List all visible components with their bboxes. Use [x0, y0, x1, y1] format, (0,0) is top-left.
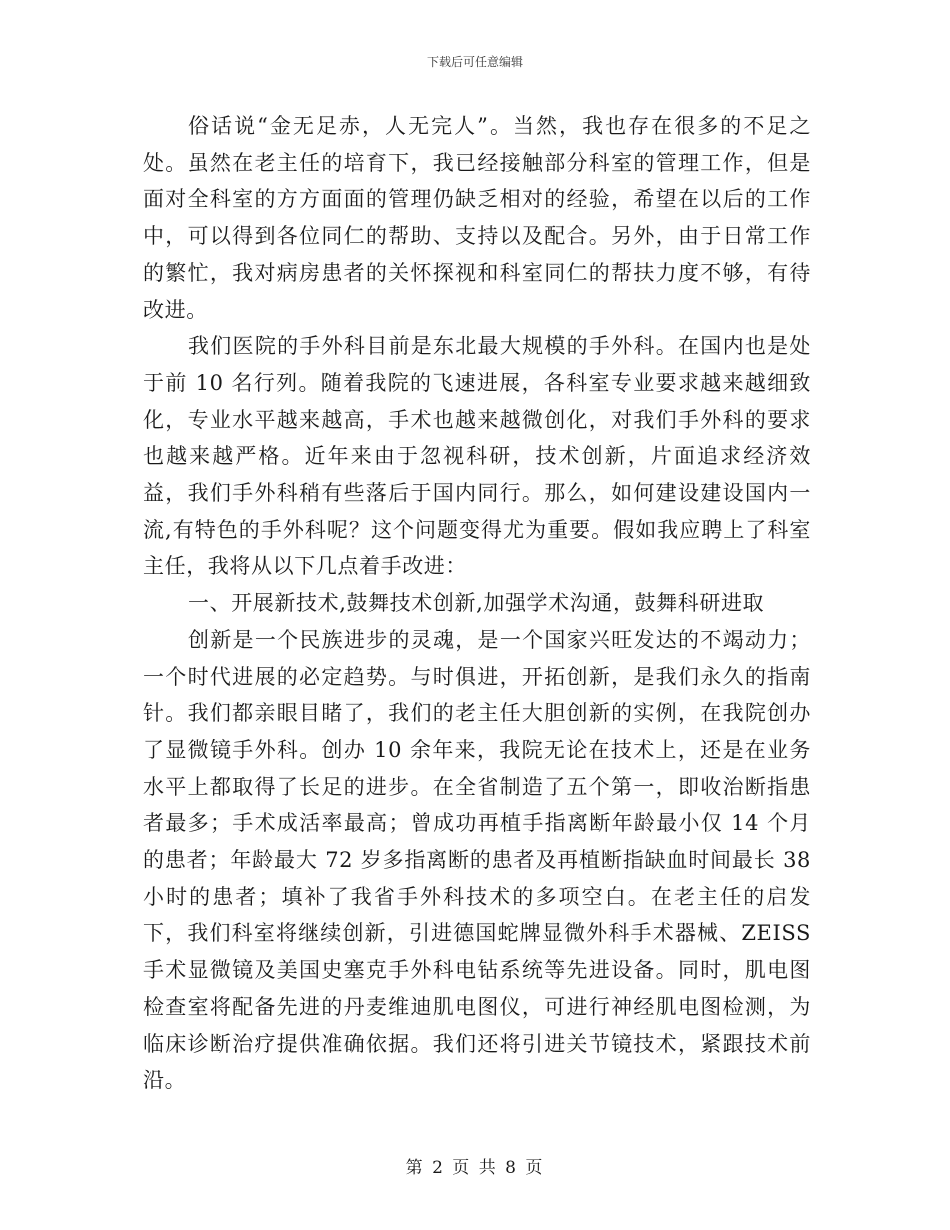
paragraph-innovation: 创新是一个民族进步的灵魂，是一个国家兴旺发达的不竭动力；一个时代进展的必定趋势。与时俱进，开拓创新，是我们永久的指南针。我们都亲眼目睹了，我们的老主任大胆创新的实例，在我院创办了显微镜手外科。创办 10 余年来，我院无论在技术上，还是在业务水平上都取得了长足的进步。在全省制造了五个第一，即收治断指患者最多；手术成活率最高；曾成功再植手指离断年龄最小仅 14 个月的患者；年龄最大 72 岁多指离断的患者及再植断指缺血时间最长 38 小时的患者；填补了我省手外科技术的多项空白。在老主任的启发下，我们科室将继续创新，引进德国蛇牌显微外科手术器械、ZEISS 手术显微镜及美国史塞克手外科电钻系统等先进设备。同时，肌电图检查室将配备先进的丹麦维迪肌电图仪，可进行神经肌电图检测，为临床诊断治疗提供准确依据。我们还将引进关节镜技术，紧跟技术前沿。: [143, 627, 811, 1093]
paragraph-shortcomings: 俗话说“金无足赤，人无完人”。当然，我也存在很多的不足之处。虽然在老主任的培育下，我已经接触部分科室的管理工作，但是面对全科室的方方面面的管理仍缺乏相对的经验，希望在以后的工作中，可以得到各位同仁的帮助、支持以及配合。另外，由于日常工作的繁忙，我对病房患者的关怀探视和科室同仁的帮扶力度不够，有待改进。: [143, 114, 811, 322]
paragraph-department-status: 我们医院的手外科目前是东北最大规模的手外科。在国内也是处于前 10 名行列。随着我院的飞速进展，各科室专业要求越来越细致化，专业水平越来越高，手术也越来越微创化，对我们手外科的要求也越来越严格。近年来由于忽视科研，技术创新，片面追求经济效益，我们手外科稍有些落后于国内同行。那么，如何建设建设国内一流,有特色的手外科呢？这个问题变得尤为重要。假如我应聘上了科室主任，我将从以下几点着手改进：: [143, 334, 811, 579]
header-note: 下载后可任意编辑: [426, 55, 523, 69]
page-number: 第 2 页 共 8 页: [405, 1158, 545, 1178]
document-body: [143, 108, 811, 1099]
section-heading-innovation: 一、开展新技术,鼓舞技术创新,加强学术沟通，鼓舞科研进取: [188, 591, 765, 616]
